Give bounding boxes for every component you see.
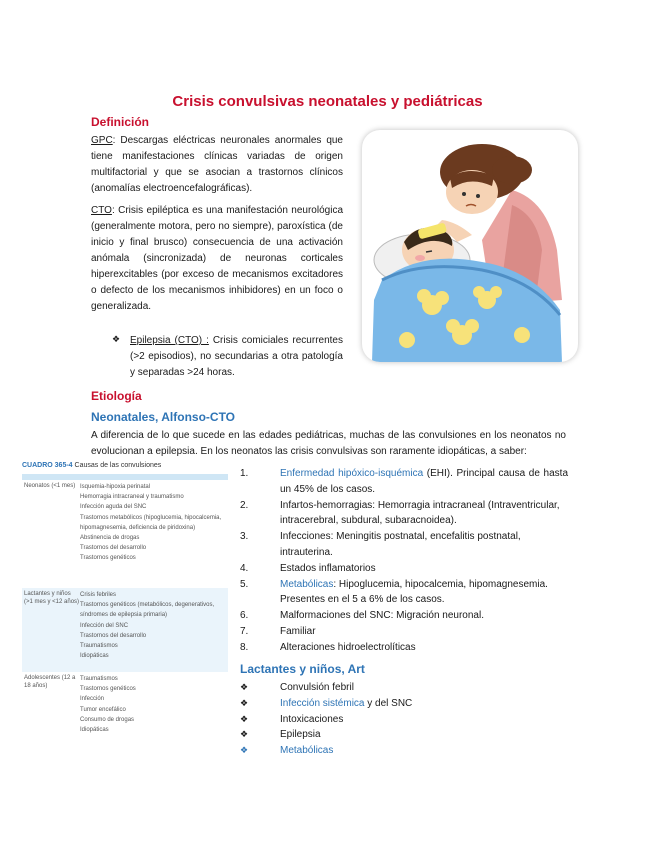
gpc-label: GPC	[91, 135, 113, 146]
table-caption-text: Causas de las convulsiones	[72, 462, 162, 469]
list-item: 7. Familiar	[240, 625, 316, 637]
cto-label: CTO	[91, 205, 112, 216]
epilepsia-label: Epilepsia (CTO) :	[130, 335, 209, 346]
table-item: Trastornos del desarrollo	[80, 545, 147, 552]
list-item: 2. Infartos-hemorragias: Hemorragia intracraneal (Intraventricular, intracerebral, subdural, subaracnoidea).	[240, 499, 560, 527]
page-title: Crisis convulsivas neonatales y pediátricas	[172, 93, 483, 110]
epilepsia-paragraph	[130, 333, 343, 381]
gpc-paragraph	[91, 133, 343, 197]
table-item: Infección	[80, 696, 105, 703]
cto-paragraph	[91, 203, 343, 315]
table-item: Traumatismos	[80, 676, 118, 682]
table-item: Trastornos genéticos	[80, 555, 136, 562]
table-item: Hemorragia intracraneal y traumatismo	[80, 494, 184, 501]
list-item: 1. Enfermedad hipóxico-isquémica (EHI). Principal causa de hasta un 45% de los casos.	[240, 468, 569, 495]
list-item: 5. Metabólicas: Hipoglucemia, hipocalcemia, hipomagnesemia. Presentes en el 5 a 6% de los casos.	[240, 578, 548, 606]
table-group	[22, 672, 228, 748]
list-item: 6. Malformaciones del SNC: Migración neuronal.	[240, 610, 484, 622]
causes-table	[22, 462, 228, 746]
epilepsia-text: Crisis comiciales recurrentes (>2 episodios), no secundarias a otra patología y separadas >24 horas.	[130, 335, 343, 378]
table-item: Consumo de drogas	[80, 716, 135, 723]
table-item: Trastornos genéticos	[80, 686, 136, 693]
mother-child-illustration	[362, 130, 578, 362]
bullet-icon: ❖	[112, 334, 121, 344]
table-group	[22, 588, 228, 672]
lactantes-heading: Lactantes y niños, Art	[240, 662, 365, 676]
table-item: Trastornos genéticos (metabólicos, degenerativos, síndromes de epilepsia primaria)	[80, 602, 215, 619]
table-item: Abstinencia de drogas	[80, 535, 140, 542]
bullet-icon: ❖	[240, 745, 249, 756]
neonatal-causes-list	[240, 466, 568, 656]
table-group-label: Lactantes y niños (>1 mes y <12 años)	[24, 591, 80, 605]
list-item: 3. Infecciones: Meningitis postnatal, encefalitis postnatal, intrauterina.	[240, 531, 521, 558]
table-item: Trastornos del desarrollo	[80, 632, 147, 639]
table-group-label: Neonatos (<1 mes)	[24, 483, 76, 489]
table-item: Tumor encefálico	[80, 706, 126, 713]
table-group-label: Adolescentes (12 a 18 años)	[24, 675, 76, 689]
neonatales-heading: Neonatales, Alfonso-CTO	[91, 410, 236, 424]
list-item: ❖ Epilepsia	[240, 727, 568, 743]
cto-text: : Crisis epiléptica es una manifestación neurológica (generalmente motora, pero no siempre), paroxística (de inicio y final brusco) consecuencia de una activación anómala (sincronizada) de neuronas corticales hiperexcitables (por exceso de mecanismos excitadores o defecto de los mecanismos inhibidores) en un foco o generalizada.	[91, 205, 343, 312]
table-group	[22, 480, 228, 588]
definicion-heading: Definición	[91, 115, 150, 129]
etiologia-heading: Etiología	[91, 389, 142, 403]
table-caption-number: CUADRO 365-4	[22, 462, 73, 469]
table-item: Infección aguda del SNC	[80, 504, 147, 511]
table-item: Traumatismos	[80, 643, 118, 650]
table-item: Idiopáticas	[80, 727, 109, 734]
list-item: 8. Alteraciones hidroelectrolíticas	[240, 641, 416, 653]
lactantes-causes-list	[240, 680, 568, 759]
table-item: Trastornos metabólicos (hipoglucemia, hipocalcemia, hipomagnesemia, deficiencia de piridoxina)	[80, 514, 222, 531]
gpc-text: : Descargas eléctricas neuronales anormales que tiene manifestaciones clínicas variadas de origen multifactorial y que se asocian a trastornos clínicos (anomalías electroencefalográficas).	[91, 135, 343, 194]
table-item: Idiopáticas	[80, 653, 109, 660]
list-item: 4. Estados inflamatorios	[240, 562, 376, 574]
neonatales-intro: A diferencia de lo que sucede en las edades pediátricas, muchas de las convulsiones en los neonatos no evolucionan a epilepsia. En los neonatos las crisis convulsivas son raramente idiopáticas, a saber:	[91, 430, 566, 457]
bullet-icon: ❖	[240, 697, 249, 708]
table-caption	[22, 462, 228, 474]
list-item: ❖ Metabólicas	[240, 743, 568, 759]
table-item: Isquemia-hipoxia perinatal	[80, 484, 151, 490]
list-item: ❖ Convulsión febril	[240, 680, 568, 696]
bullet-icon: ❖	[240, 682, 249, 692]
list-item: ❖ Infección sistémica y del SNC	[240, 696, 568, 712]
bullet-icon: ❖	[240, 729, 249, 740]
table-item: Crisis febriles	[80, 592, 117, 598]
table-item: Infección del SNC	[80, 622, 129, 629]
bullet-icon: ❖	[240, 713, 249, 724]
list-item: ❖ Intoxicaciones	[240, 712, 568, 728]
